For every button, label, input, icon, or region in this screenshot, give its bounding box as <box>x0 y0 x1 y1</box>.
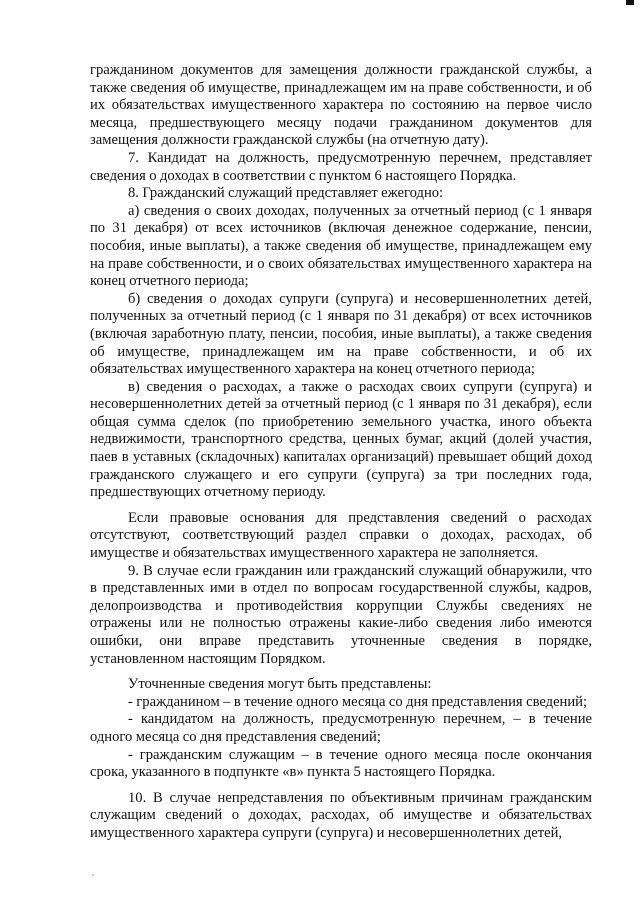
paragraph-item-9: 9. В случае если гражданин или гражданский служащий обнаружили, что в представленных ими в отдел по вопросам государственной службы, кадров, делопроизводства и противодействия коррупции Службы сведениях не отражены или не полностью отражены какие-либо сведения либо имеются ошибки, они вправе представить уточненные сведения в порядке, установленном настоящим Порядком. <box>90 562 592 667</box>
scan-corner-mark <box>626 0 634 5</box>
paragraph-item-10: 10. В случае непредставления по объективным причинам гражданским служащим сведений о доходах, расходах, об имуществе и обязательствах имущественного характера супруги (супруга) и несовершеннолетних детей, <box>90 789 592 841</box>
paragraph-subitem-v: в) сведения о расходах, а также о расходах своих супруги (супруга) и несовершеннолетних детей за отчетный период (с 1 января по 31 декабря), если общая сумма сделок (по приобретению земельного участка, иного объекта недвижимости, транспортного средства, ценных бумаг, акций (долей участия, паев в уставных (складочных) капиталах организаций) превышает общий доход гражданского служащего и его супруги (супруга) за три последних года, предшествующих отчетному периоду. <box>90 378 592 501</box>
paragraph-subitem-b: б) сведения о доходах супруги (супруга) и несовершеннолетних детей, полученных за отчетный период (с 1 января по 31 декабря) от всех источников (включая заработную плату, пенсии, пособия, иные выплаты), а также сведения об имуществе, принадлежащем им на праве собственности, и об их обязательствах имущественного характера на конец отчетного периода; <box>90 290 592 378</box>
list-item-candidate: - кандидатом на должность, предусмотренную перечнем, – в течение одного месяца со дня представления сведений; <box>90 711 592 745</box>
document-body <box>90 62 592 843</box>
paragraph-no-expenses: Если правовые основания для представления сведений о расходах отсутствуют, соответствующий раздел справки о доходах, расходах, об имуществе и обязательствах имущественного характера не заполняется. <box>90 509 592 562</box>
scan-speck <box>92 874 94 876</box>
paragraph-subitem-a: а) сведения о своих доходах, полученных за отчетный период (с 1 января по 31 декабря) от всех источников (включая денежное содержание, пенсии, пособия, иные выплаты), а также сведения об имуществе, принадлежащем ему на праве собственности, и о своих обязательствах имущественного характера на конец отчетного периода; <box>90 202 592 290</box>
paragraph-continuation: гражданином документов для замещения должности гражданской службы, а также сведения об имуществе, принадлежащем им на праве собственности, и об их обязательствах имущественного характера по состоянию на первое число месяца, предшествующего месяцу подачи гражданином документов для замещения должности гражданской службы (на отчетную дату). <box>90 62 592 149</box>
list-item-civil-servant: - гражданским служащим – в течение одного месяца после окончания срока, указанного в подпункте «в» пункта 5 настоящего Порядка. <box>90 746 592 781</box>
paragraph-item-8: 8. Гражданский служащий представляет ежегодно: <box>128 185 444 202</box>
paragraph-item-7: 7. Кандидат на должность, предусмотренную перечнем, представляет сведения о доходах в соответствии с пунктом 6 настоящего Порядка. <box>90 149 592 184</box>
list-item-citizen: - гражданином – в течение одного месяца со дня представления сведений; <box>128 693 588 710</box>
paragraph-corrections-intro: Уточненные сведения могут быть представлены: <box>128 676 432 693</box>
